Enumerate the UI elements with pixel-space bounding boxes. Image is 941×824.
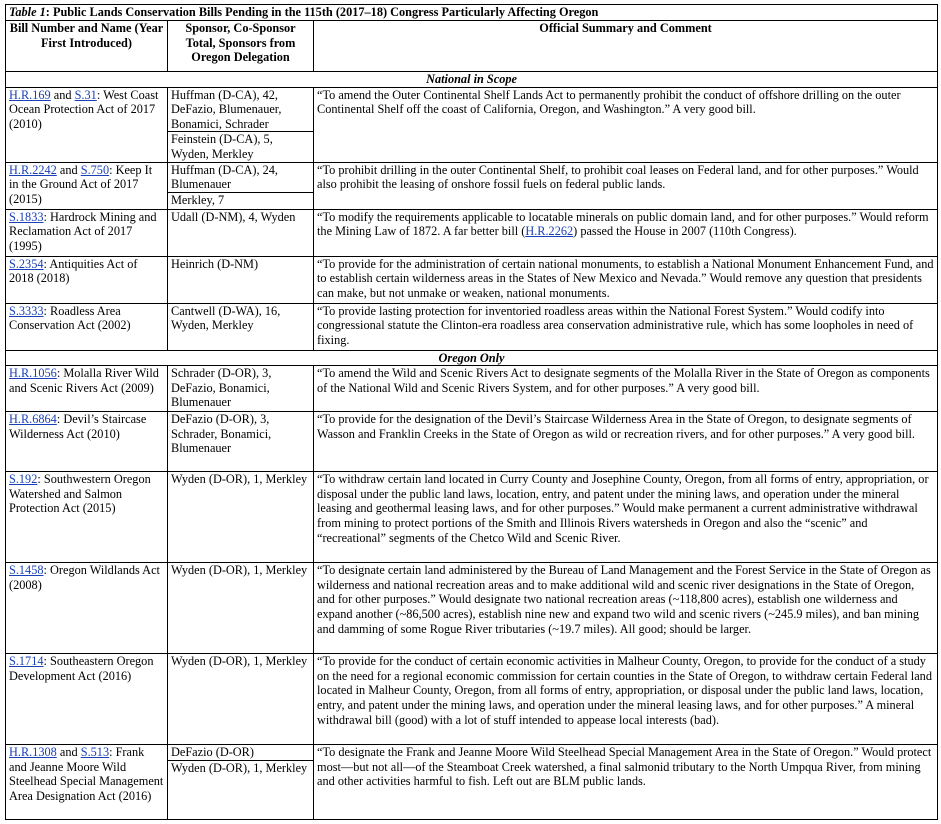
bill-cell [6,563,168,654]
table-caption [6,5,938,21]
sponsor-cell: Wyden (D-OR), 1, Merkley [168,472,314,563]
bill-cell [6,745,168,820]
summary-cell [314,209,938,256]
bill-cell [6,87,168,162]
summary-cell: “To designate certain land administered by the Bureau of Land Management and the Forest Service in the State of Oregon as wilderness and national recreation areas and to make additional wild and scenic river designations in the State of Oregon, and for other purposes.” Would designate two national recreation areas (~118,800 acres), establish one wilderness and expand another (~86,500 acres), establish nine new and expand two wild and scenic rivers (~245.9 miles), and ban mining and damming of some Rogue River tributaries (~19.7 miles). All good; should be larger. [314,563,938,654]
bill-name: : West Coast Ocean Protection Act of 2017 (2010) [9,87,159,131]
summary-cell: “To amend the Outer Continental Shelf Lands Act to permanently prohibit the conduct of offshore drilling on the outer Continental Shelf off the coast of California, Oregon, and Washington.” A very good bill. [314,87,938,162]
bill-join: and [50,87,75,102]
bill-join: and [56,745,81,760]
bill-link[interactable]: S.2354 [9,256,44,271]
section-national: National in Scope [6,72,938,88]
conservation-bills-table [5,4,938,820]
bill-name: : Roadless Area Conservation Act (2002) [9,303,131,333]
summary-text: ) passed the House in 2007 (110th Congress). [573,224,797,239]
section-oregon: Oregon Only [6,350,938,366]
bill-cell [6,654,168,745]
bill-cell [6,472,168,563]
bill-link[interactable]: S.31 [74,87,97,102]
table-row [6,654,938,745]
sponsor-cell [168,745,314,820]
bill-link[interactable]: H.R.169 [9,87,51,102]
summary-cell: “To designate the Frank and Jeanne Moore Wild Steelhead Special Management Area in the State of Oregon.” Would protect most—but not all—of the Steamboat Creek watershed, a final salmonid tributary to the North Umpqua River, from mining and other activities harmful to fish. Left out are BLM public lands. [314,745,938,820]
bill-link[interactable]: H.R.2242 [9,162,57,177]
sponsor-senate: Wyden (D-OR), 1, Merkley [168,760,313,776]
bill-cell [6,209,168,256]
bill-cell [6,256,168,303]
summary-cell: “To provide lasting protection for inventoried roadless areas within the National Forest System.” Would codify into congressional statute the Clinton-era roadless area conservation administrative rule, which has some loopholes in need of fixing. [314,303,938,350]
bill-name: : Hardrock Mining and Reclamation Act of 2017 (1995) [9,209,157,253]
bill-cell [6,366,168,412]
bill-link[interactable]: S.3333 [9,303,44,318]
bill-link[interactable]: H.R.1056 [9,366,57,381]
bill-name: : Oregon Wildlands Act (2008) [9,563,160,592]
header-bill-number: Bill Number and Name (Year First Introduced) [6,21,168,72]
sponsor-cell: Cantwell (D-WA), 16, Wyden, Merkley [168,303,314,350]
summary-cell: “To withdraw certain land located in Curry County and Josephine County, Oregon, from all forms of entry, appropriation, or disposal under the public land laws, location, entry, and patent under the mining laws, and operation under the mineral leasing and geothermal leasing laws, and for other purposes.” Would make permanent a current administrative withdrawal from mining to protect portions of the Smith and Illinois Rivers watersheds in Oregon and also the “scenic” and “recreational” segments of the Chetco Wild and Scenic River. [314,472,938,563]
table-row [6,256,938,303]
sponsor-cell: Schrader (D-OR), 3, DeFazio, Bonamici, Blumenauer [168,366,314,412]
table-header-row [6,21,938,72]
section-row-national [6,72,938,88]
sponsor-house: Huffman (D-CA), 24, Blumenauer [171,162,279,192]
sponsor-cell: Wyden (D-OR), 1, Merkley [168,563,314,654]
bill-join: and [56,162,81,177]
summary-cell: “To prohibit drilling in the outer Continental Shelf, to prohibit coal leases on Federal land, and for other purposes.” Would also prohibit the leasing of onshore fossil fuels on federal public lands. [314,162,938,209]
bill-cell [6,412,168,472]
bill-cell [6,303,168,350]
table-caption-row [6,5,938,21]
sponsor-cell [168,162,314,209]
table-row [6,472,938,563]
document-page [5,4,937,820]
sponsor-senate: Merkley, 7 [168,192,313,208]
bill-link[interactable]: S.750 [80,162,110,177]
bill-link[interactable]: S.1458 [9,563,44,578]
table-caption-label: Table 1 [9,5,46,19]
bill-name: : Keep It in the Ground Act of 2017 (2015) [9,162,153,206]
table-row [6,303,938,350]
summary-cell: “To provide for the administration of certain national monuments, to establish a National Monument Enhancement Fund, and to establish certain wilderness areas in the States of New Mexico and Nevada.” Would remove any question that presidents can make, but not unmake or weaken, national monuments. [314,256,938,303]
bill-name: : Antiquities Act of 2018 (2018) [9,256,138,286]
bill-name: : Devil’s Staircase Wilderness Act (2010) [9,412,147,441]
summary-bill-link[interactable]: H.R.2262 [525,224,574,239]
bill-cell [6,162,168,209]
table-row [6,162,938,209]
sponsor-cell: Udall (D-NM), 4, Wyden [168,209,314,256]
bill-name: : Southwestern Oregon Watershed and Salmon Protection Act (2015) [9,472,151,516]
header-sponsor: Sponsor, Co-Sponsor Total, Sponsors from Oregon Delegation [168,21,314,72]
sponsor-cell: Wyden (D-OR), 1, Merkley [168,654,314,745]
summary-text: “To modify the requirements applicable to locatable minerals on public domain land, and for other purposes.” Would reform the Mining Law of 1872. A far better bill ( [317,209,929,239]
sponsor-cell: Heinrich (D-NM) [168,256,314,303]
table-row [6,366,938,412]
table-row [6,87,938,162]
sponsor-cell: DeFazio (D-OR), 3, Schrader, Bonamici, Blumenauer [168,412,314,472]
table-row [6,745,938,820]
sponsor-cell [168,87,314,162]
bill-name: : Molalla River Wild and Scenic Rivers Act (2009) [9,366,159,395]
table-row [6,209,938,256]
table-row [6,563,938,654]
sponsor-house: Huffman (D-CA), 42, DeFazio, Blumenauer, Bonamici, Schrader [171,87,282,131]
summary-cell: “To provide for the designation of the Devil’s Staircase Wilderness Area in the State of Oregon, to designate segments of Wasson and Franklin Creeks in the State of Oregon as wild or recreation rivers, and for other purposes.” A very good bill. [314,412,938,472]
table-row [6,412,938,472]
bill-link[interactable]: H.R.1308 [9,745,57,760]
summary-cell: “To amend the Wild and Scenic Rivers Act to designate segments of the Molalla River in the State of Oregon as components of the National Wild and Scenic Rivers System, and for other purposes.” A very good bill. [314,366,938,412]
bill-link[interactable]: S.513 [80,745,110,760]
bill-name: : Southeastern Oregon Development Act (2016) [9,654,154,683]
section-row-oregon [6,350,938,366]
sponsor-house: DeFazio (D-OR) [171,745,254,760]
bill-link[interactable]: S.192 [9,472,38,487]
sponsor-senate: Feinstein (D-CA), 5, Wyden, Merkley [168,131,313,161]
bill-link[interactable]: H.R.6864 [9,412,57,427]
bill-link[interactable]: S.1833 [9,209,44,224]
table-caption-text: : Public Lands Conservation Bills Pending in the 115th (2017–18) Congress Particularly Affecting Oregon [45,5,599,19]
bill-link[interactable]: S.1714 [9,654,44,669]
bill-name: : Frank and Jeanne Moore Wild Steelhead Special Management Area Designation Act (2016) [9,745,164,803]
summary-cell: “To provide for the conduct of certain economic activities in Malheur County, Oregon, to provide for the conduct of a study on the need for a regional economic commission for certain counties in the State of Oregon, to withdraw certain Federal land located in Malheur County, Oregon, from all forms of entry, appropriation, or disposal under the public land laws, location, entry, and patent under the mining laws, and operation under the mineral leasing laws, and for other purposes.” A mineral withdrawal bill (good) with a lot of stuff intended to appease local interests (bad). [314,654,938,745]
header-summary: Official Summary and Comment [314,21,938,72]
